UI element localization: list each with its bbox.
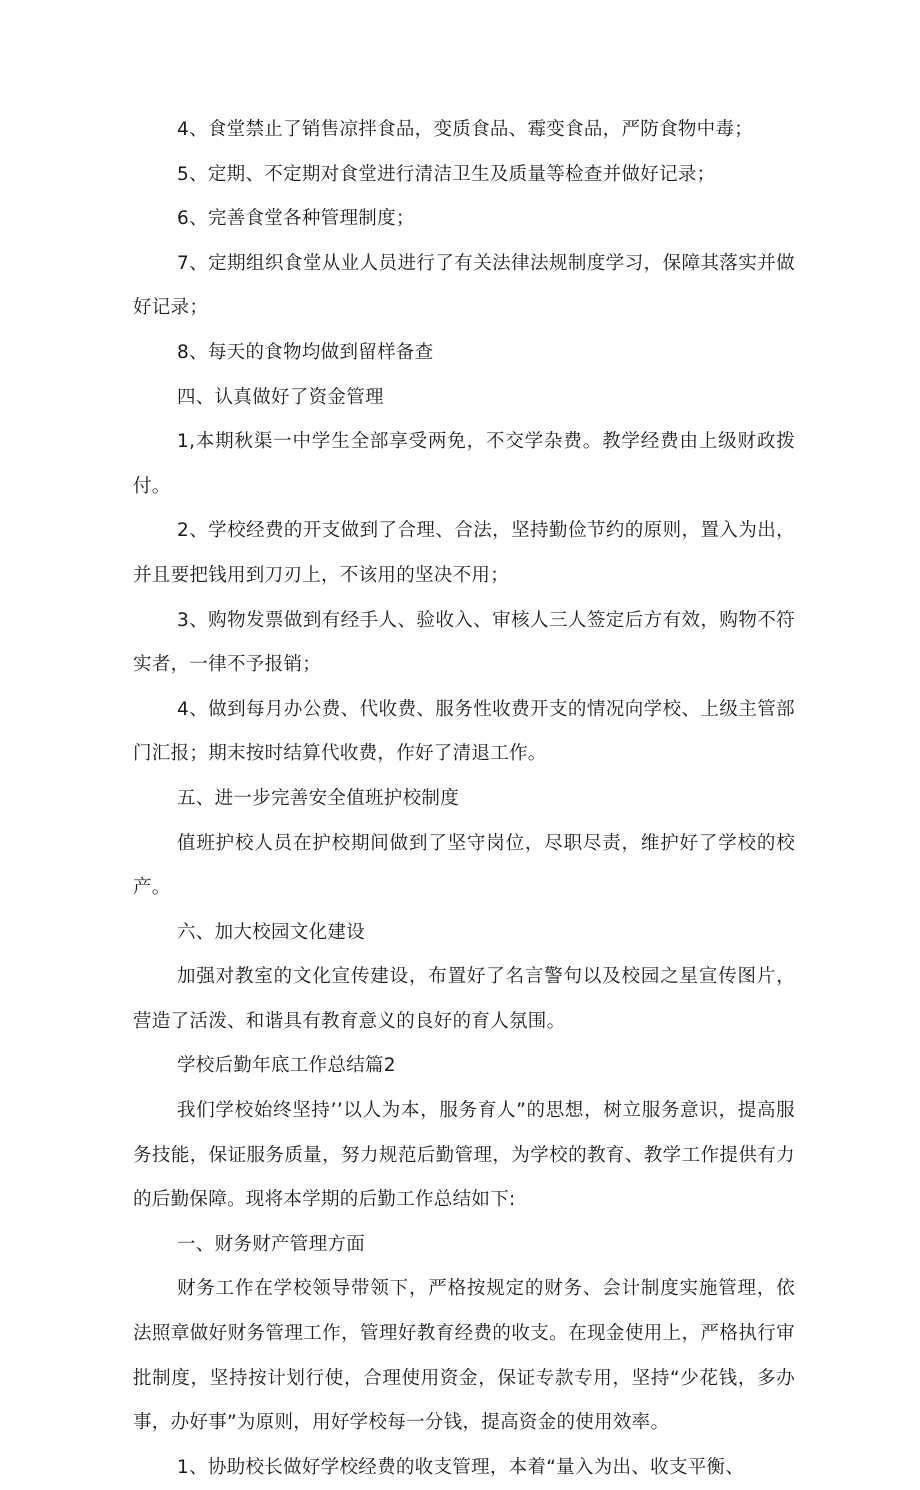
paragraph: 加强对教室的文化宣传建设，布置好了名言警句以及校园之星宣传图片，营造了活泼、和谐具有教育意义的良好的育人氛围。 xyxy=(133,966,795,1032)
paragraph: 7、定期组织食堂从业人员进行了有关法律法规制度学习，保障其落实并做好记录； xyxy=(133,252,795,319)
paragraph: 6、完善食堂各种管理制度； xyxy=(177,208,415,230)
section-heading: 五、进一步完善安全值班护校制度 xyxy=(177,787,460,809)
paragraph: 5、定期、不定期对食堂进行清洁卫生及质量等检查并做好记录； xyxy=(177,163,716,185)
paragraph: 4、食堂禁止了销售凉拌食品，变质食品、霉变食品，严防食物中毒； xyxy=(177,119,754,140)
paragraph: 1,本期秋渠一中学生全部享受两免，不交学杂费。教学经费由上级财政拨付。 xyxy=(133,431,795,497)
paragraph: 财务工作在学校领导带领下，严格按规定的财务、会计制度实施管理，依法照章做好财务管理工作，管理好教育经费的收支。在现金使用上，严格执行审批制度，坚持按计划行使，合理使用资金，保证专款专用，坚持“少花钱，多办事，办好事”为原则，用好学校每一分钱，提高资金的使用效率。 xyxy=(133,1278,795,1434)
section-heading: 四、认真做好了资金管理 xyxy=(177,386,384,408)
paragraph: 2、学校经费的开支做到了合理、合法，坚持勤俭节约的原则，置入为出，并且要把钱用到刀刃上，不该用的坚决不用； xyxy=(133,520,795,586)
section-heading: 六、加大校园文化建设 xyxy=(177,921,366,943)
paragraph: 1、协助校长做好学校经费的收支管理，本着“量入为出、收支平衡、 xyxy=(177,1456,745,1478)
paragraph: 8、每天的食物均做到留样备查 xyxy=(177,341,434,363)
document-body xyxy=(133,108,795,1490)
paragraph: 值班护校人员在护校期间做到了坚守岗位，尽职尽责，维护好了学校的校产。 xyxy=(133,832,795,899)
article-title: 学校后勤年底工作总结篇2 xyxy=(177,1055,396,1077)
paragraph: 我们学校始终坚持’’以人为本，服务育人”的思想，树立服务意识，提高服务技能，保证服务质量，努力规范后勤管理，为学校的教育、教学工作提供有力的后勤保障。现将本学期的后勤工作总结如下: xyxy=(133,1100,795,1211)
paragraph: 4、做到每月办公费、代收费、服务性收费开支的情况向学校、上级主管部门汇报；期末按时结算代收费，作好了清退工作。 xyxy=(133,698,795,765)
paragraph: 3、购物发票做到有经手人、验收入、审核人三人签定后方有效，购物不符实者，一律不予报销； xyxy=(133,609,795,676)
section-heading: 一、财务财产管理方面 xyxy=(177,1233,366,1255)
